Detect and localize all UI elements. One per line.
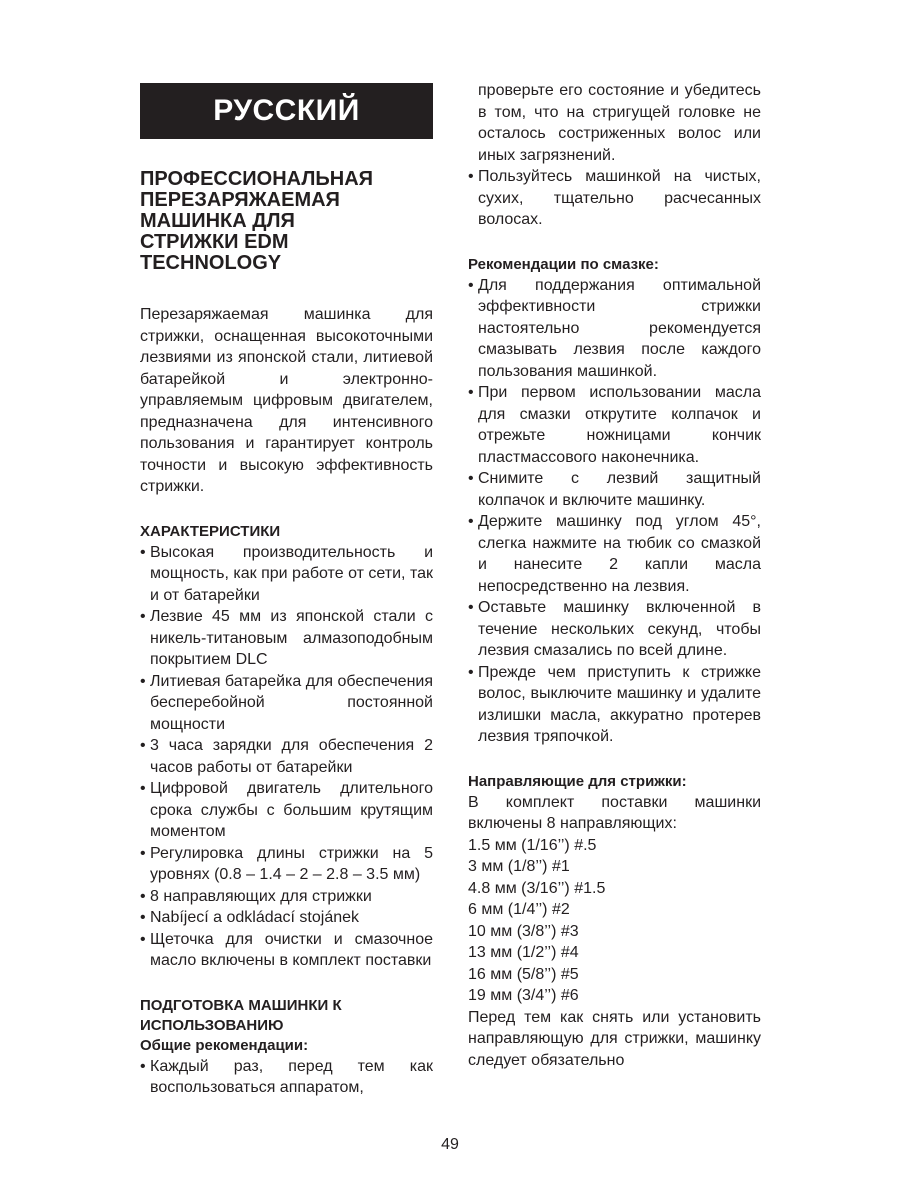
preparation-heading: ПОДГОТОВКА МАШИНКИ К ИСПОЛЬЗОВАНИЮ [140, 996, 342, 1034]
lubrication-list [468, 275, 761, 748]
list-item: • Для поддержания оптимальной эффективности стрижки настоятельно рекомендуется смазывать лезвия после каждого пользования машинкой. [468, 275, 761, 383]
language-banner: РУССКИЙ [140, 83, 433, 139]
list-item: • Прежде чем приступить к стрижке волос, выключите машинку и удалите излишки масла, аккуратно протерев лезвия тряпочкой. [468, 662, 761, 748]
guides-heading: Направляющие для стрижки: [468, 772, 687, 790]
characteristics-heading: ХАРАКТЕРИСТИКИ [140, 522, 281, 540]
characteristics-list [140, 542, 433, 972]
guide-item: 19 мм (3/4’’) #6 [468, 987, 579, 1004]
list-item: • Каждый раз, перед тем как воспользоваться аппаратом, [140, 1056, 433, 1099]
guide-item: 3 мм (1/8’’) #1 [468, 858, 570, 875]
list-item: • Держите машинку под углом 45°, слегка нажмите на тюбик со смазкой и нанесите 2 капли масла непосредственно на лезвия. [468, 511, 761, 597]
general-recommendations-list [140, 1056, 433, 1099]
guide-item: 4.8 мм (3/16’’) #1.5 [468, 879, 606, 897]
general-recommendations-heading: Общие рекомендации: [140, 1036, 309, 1054]
list-item-continued: проверьте его состояние и убедитесь в том, что на стригущей головке не осталось состриженных волос или иных загрязнений. [478, 82, 761, 164]
intro-paragraph: Перезаряжаемая машинка для стрижки, оснащенная высокоточными лезвиями из японской стали, литиевой батарейкой и электронно-управляемым цифровым двигателем, предназначена для интенсивного пользования и гарантирует контроль точности и высокую эффективность стрижки. [140, 306, 433, 495]
list-item: • Щеточка для очистки и смазочное масло включены в комплект поставки [140, 929, 433, 972]
list-item: • Регулировка длины стрижки на 5 уровнях (0.8 – 1.4 – 2 – 2.8 – 3.5 мм) [140, 843, 433, 886]
list-item: • При первом использовании масла для смазки открутите колпачок и отрежьте ножницами кончик пластмассового наконечника. [468, 382, 761, 468]
guides-outro: Перед тем как снять или установить направляющую для стрижки, машинку следует обязательно [468, 1008, 761, 1069]
right-column [468, 80, 761, 1071]
page-number: 49 [441, 1136, 459, 1153]
lubrication-heading: Рекомендации по смазке: [468, 255, 659, 273]
list-item: • Пользуйтесь машинкой на чистых, сухих, тщательно расчесанных волосах. [468, 166, 761, 231]
guides-list [468, 835, 761, 1007]
guide-item: 1.5 мм (1/16’’) #.5 [468, 836, 597, 854]
list-item: • Снимите с лезвий защитный колпачок и включите машинку. [468, 468, 761, 511]
left-column [140, 80, 433, 1099]
guides-intro: В комплект поставки машинки включены 8 направляющих: [468, 793, 761, 832]
guide-item: 10 мм (3/8’’) #3 [468, 922, 579, 940]
document-title: ПРОФЕССИОНАЛЬНАЯ ПЕРЕЗАРЯЖАЕМАЯ МАШИНКА ДЛЯ СТРИЖКИ EDM TECHNOLOGY [140, 168, 374, 274]
list-item: • 3 часа зарядки для обеспечения 2 часов работы от батарейки [140, 735, 433, 778]
list-item: • Высокая производительность и мощность, как при работе от сети, так и от батарейки [140, 542, 433, 607]
guide-item: 16 мм (5/8’’) #5 [468, 965, 579, 983]
list-item: • Литиевая батарейка для обеспечения бесперебойной постоянной мощности [140, 671, 433, 736]
list-item: • Оставьте машинку включенной в течение нескольких секунд, чтобы лезвия смазались по всей длине. [468, 597, 761, 662]
list-item: • Nabíjecí a odkládací stojánek [140, 907, 433, 929]
guide-item: 13 мм (1/2’’) #4 [468, 944, 579, 961]
general-recommendations-continued [468, 80, 761, 231]
guide-item: 6 мм (1/4’’) #2 [468, 901, 570, 918]
list-item: • Цифровой двигатель длительного срока службы с большим крутящим моментом [140, 778, 433, 843]
list-item: • 8 направляющих для стрижки [140, 886, 433, 908]
list-item: • Лезвие 45 мм из японской стали с никель-титановым алмазоподобным покрытием DLC [140, 606, 433, 671]
